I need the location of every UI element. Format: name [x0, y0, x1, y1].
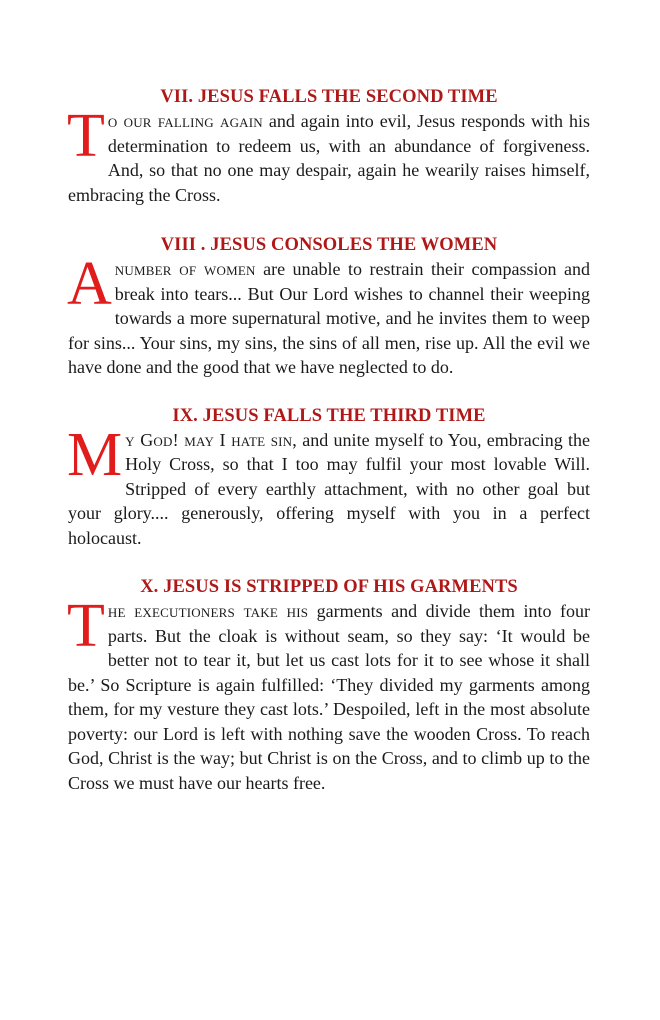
station-title: VIII . JESUS CONSOLES THE WOMEN	[160, 235, 498, 255]
station-body	[67, 250, 590, 380]
station-body	[67, 420, 590, 551]
station-title: VII. JESUS FALLS THE SECOND TIME	[160, 87, 498, 107]
document-page	[68, 85, 590, 795]
drop-cap: T	[67, 592, 105, 660]
station-body	[67, 592, 590, 795]
lead-in: he executioners take his	[107, 601, 309, 621]
body-text: and again into evil, Jesus responds with his determination to redeem us, with an abundance of forgiveness. And, so that no one may despair, again he wearily raises himself, embracing the Cross.	[68, 111, 590, 205]
station-title: X. JESUS IS STRIPPED OF HIS GARMENTS	[140, 577, 518, 597]
station-x	[68, 575, 590, 795]
station-ix	[68, 404, 590, 551]
lead-in: o our falling again	[107, 111, 263, 131]
drop-cap: M	[67, 420, 123, 489]
lead-in: y God! may I hate sin,	[125, 429, 297, 450]
drop-cap: T	[67, 102, 105, 170]
station-viii	[68, 233, 590, 380]
station-vii	[68, 85, 590, 207]
station-title: IX. JESUS FALLS THE THIRD TIME	[172, 405, 486, 426]
body-text: are unable to restrain their compassion and break into tears... But Our Lord wishes to channel their weeping towards a more supernatural motive, and he invites them to weep for sins... Your sins, my sins, the sins of all men, rise up. All the evil we have done and the good that we have neglected to do.	[68, 259, 590, 377]
drop-cap: A	[67, 250, 112, 318]
lead-in: number of women	[114, 259, 256, 279]
body-text: and unite myself to You, embracing the Holy Cross, so that I too may fulfil your most lovable Will. Stripped of every earthly attachment, with no other goal but your glory.... generously, offering myself with you in a perfect holocaust.	[68, 429, 590, 548]
body-text: garments and divide them into four parts. But the cloak is without seam, so they say: ‘It would be better not to tear it, but let us cast lots for it to see whose it shall be.’ So Scripture is again fulfilled: ‘They divided my garments among them, for my vesture they cast lots.’ Despoiled, left in the most absolute poverty: our Lord is left with nothing save the wooden Cross. To reach God, Christ is the way; but Christ is on the Cross, and to climb up to the Cross we must have our hearts free.	[68, 601, 590, 793]
station-body	[67, 102, 590, 207]
